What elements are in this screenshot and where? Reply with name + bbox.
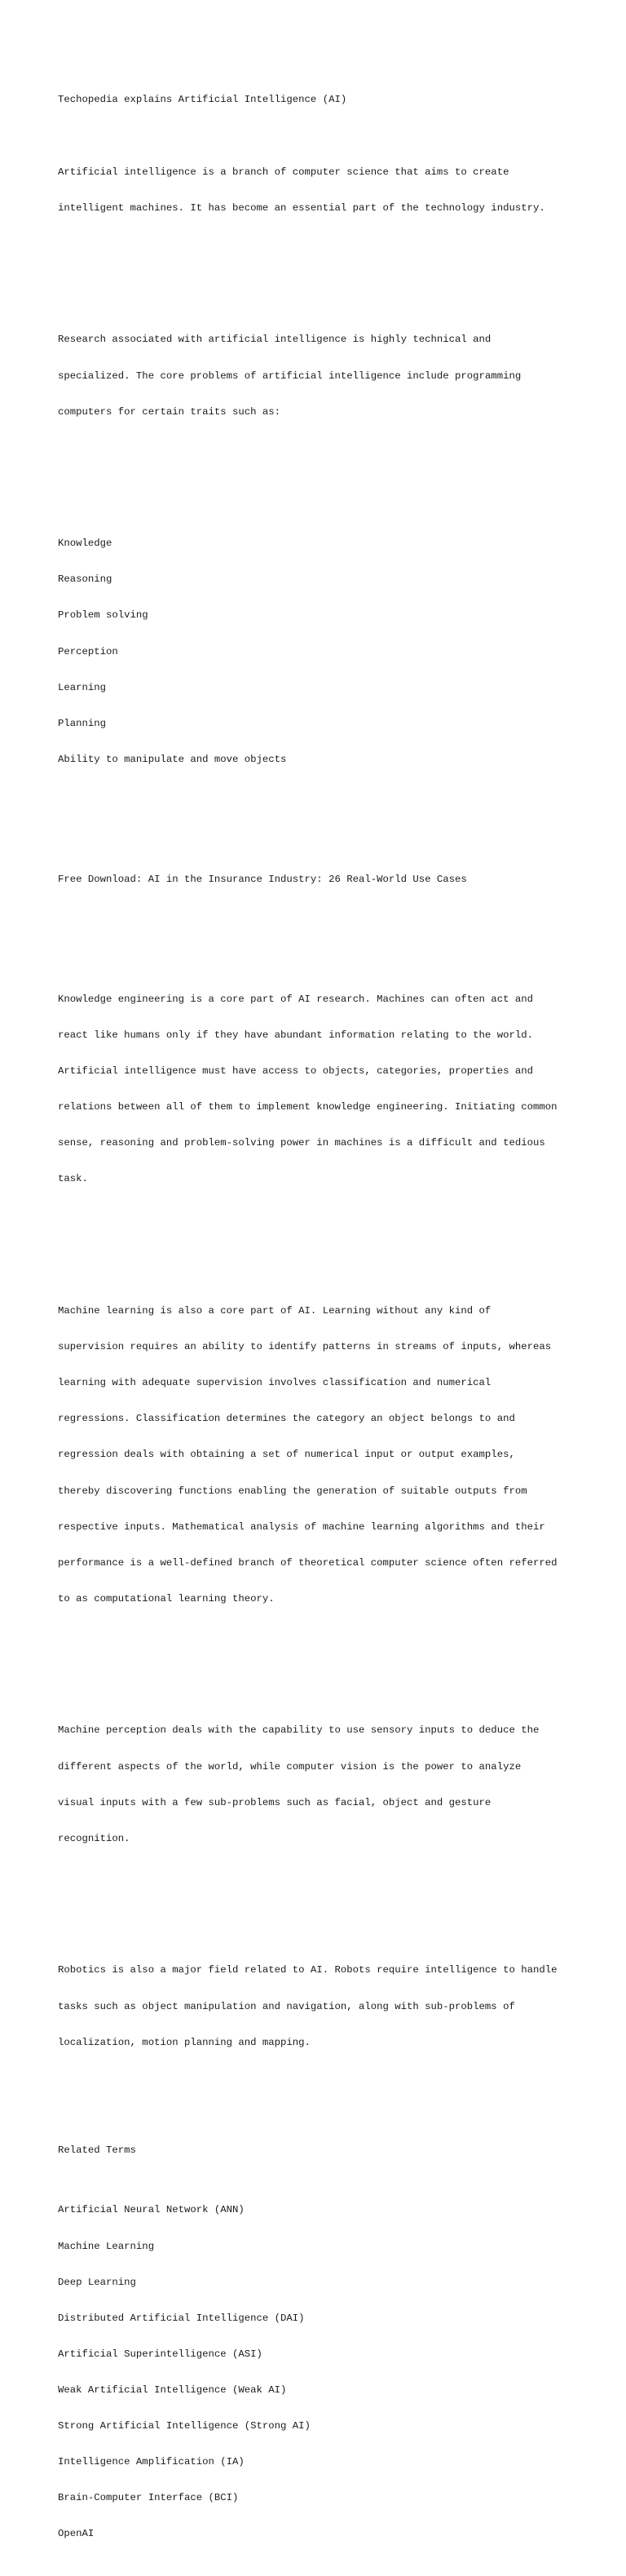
paragraph-line: regressions. Classification determines the category an object belongs to and: [58, 1413, 515, 1425]
paragraph-line: learning with adequate supervision involves classification and numerical: [58, 1377, 492, 1389]
paragraph-line: localization, motion planning and mapping.: [58, 2036, 311, 2048]
related-term-link[interactable]: Weak Artificial Intelligence (Weak AI): [58, 2383, 287, 2396]
trait-item: Problem solving: [58, 609, 148, 622]
paragraph-line: Robotics is also a major field related to AI. Robots require intelligence to handle: [58, 1964, 558, 1976]
paragraph-line: different aspects of the world, while computer vision is the power to analyze: [58, 1760, 522, 1773]
related-term-link[interactable]: Strong Artificial Intelligence (Strong AI): [58, 2420, 311, 2432]
paragraph-line: Machine learning is also a core part of AI. Learning without any kind of: [58, 1305, 492, 1317]
paragraph-line: Knowledge engineering is a core part of AI research. Machines can often act and: [58, 993, 533, 1005]
paragraph-line: regression deals with obtaining a set of numerical input or output examples,: [58, 1449, 515, 1461]
trait-item: Reasoning: [58, 573, 112, 586]
trait-item: Knowledge: [58, 538, 112, 550]
paragraph-line: Artificial intelligence must have access to objects, categories, properties and: [58, 1065, 533, 1078]
paragraph-line: tasks such as object manipulation and navigation, along with sub-problems of: [58, 2000, 515, 2012]
research-line: Research associated with artificial intelligence is highly technical and: [58, 334, 492, 346]
paragraph-line: recognition.: [58, 1832, 130, 1844]
related-terms-list: [58, 2180, 580, 2564]
paragraph-line: supervision requires an ability to identify patterns in streams of inputs, whereas: [58, 1341, 552, 1353]
research-line: computers for certain traits such as:: [58, 405, 281, 418]
related-term-link[interactable]: Deep Learning: [58, 2276, 136, 2288]
paragraph-line: performance is a well-defined branch of theoretical computer science often referred: [58, 1556, 558, 1569]
knowledge-engineering-paragraph: [58, 969, 580, 1209]
related-term-link[interactable]: Brain-Computer Interface (BCI): [58, 2492, 239, 2504]
paragraph-line: to as computational learning theory.: [58, 1592, 275, 1604]
trait-item: Ability to manipulate and move objects: [58, 753, 287, 765]
research-line: specialized. The core problems of artificial intelligence include programming: [58, 370, 522, 382]
paragraph-line: respective inputs. Mathematical analysis of machine learning algorithms and their: [58, 1520, 545, 1533]
related-terms-heading: Related Terms: [58, 2144, 136, 2156]
document-page: [58, 70, 580, 2576]
paragraph-line: Machine perception deals with the capability to use sensory inputs to deduce the: [58, 1724, 540, 1737]
related-term-link[interactable]: Artificial Neural Network (ANN): [58, 2204, 245, 2216]
paragraph-line: thereby discovering functions enabling the generation of suitable outputs from: [58, 1485, 527, 1497]
related-term-link[interactable]: Distributed Artificial Intelligence (DAI): [58, 2312, 305, 2324]
intro-line: intelligent machines. It has become an essential part of the technology industry.: [58, 201, 545, 214]
paragraph-line: react like humans only if they have abundant information relating to the world.: [58, 1029, 533, 1041]
paragraph-line: sense, reasoning and problem-solving power in machines is a difficult and tedious: [58, 1137, 545, 1149]
related-term-link[interactable]: Intelligence Amplification (IA): [58, 2456, 245, 2468]
intro-line: Artificial intelligence is a branch of computer science that aims to create: [58, 166, 509, 178]
related-term-link[interactable]: Artificial Superintelligence (ASI): [58, 2348, 262, 2360]
machine-perception-paragraph: [58, 1701, 580, 1869]
traits-list: [58, 514, 580, 790]
related-term-link[interactable]: Machine Learning: [58, 2240, 155, 2252]
intro-paragraph: [58, 142, 580, 238]
robotics-paragraph: [58, 1941, 580, 2073]
machine-learning-paragraph: [58, 1281, 580, 1629]
free-download-link[interactable]: Free Download: AI in the Insurance Industry: 26 Real-World Use Cases: [58, 873, 467, 885]
article-heading: Techopedia explains Artificial Intelligence (AI): [58, 94, 347, 106]
research-paragraph: [58, 310, 580, 442]
trait-item: Perception: [58, 645, 118, 657]
trait-item: Learning: [58, 681, 107, 693]
related-term-link[interactable]: OpenAI: [58, 2528, 95, 2540]
paragraph-line: task.: [58, 1173, 88, 1185]
trait-item: Planning: [58, 717, 107, 729]
paragraph-line: visual inputs with a few sub-problems such as facial, object and gesture: [58, 1796, 492, 1808]
paragraph-line: relations between all of them to implement knowledge engineering. Initiating common: [58, 1101, 558, 1113]
